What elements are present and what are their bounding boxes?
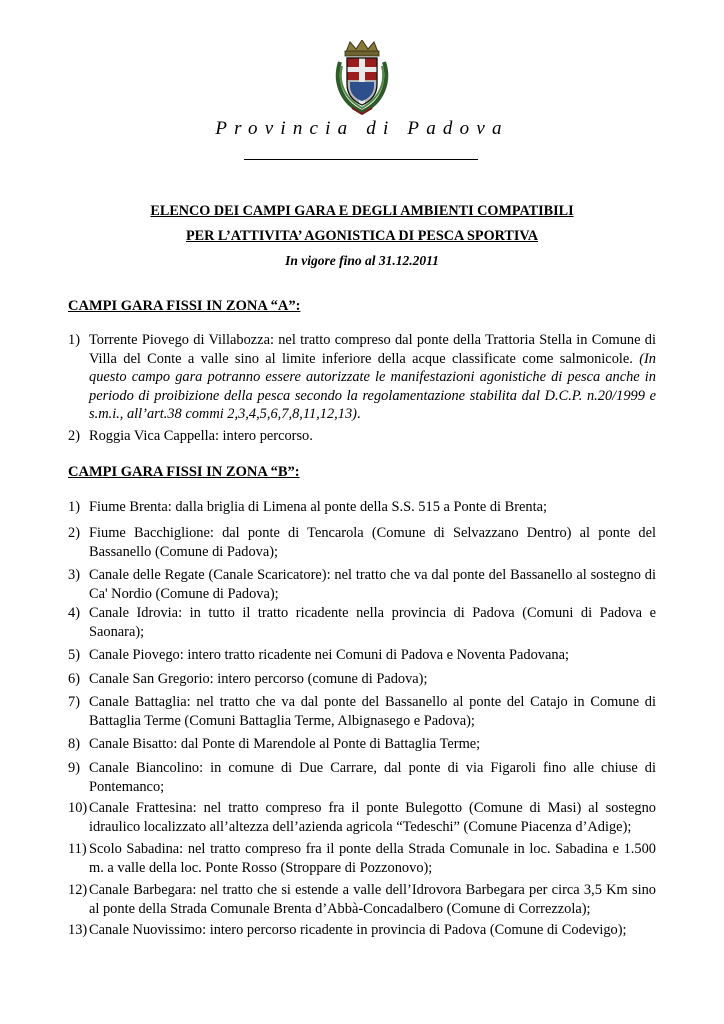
item-text: Fiume Bacchiglione: dal ponte di Tencarola (Comune di Selvazzano Dentro) al ponte del Bassanello (Comune di Padova); bbox=[89, 525, 656, 560]
item-number: 8) bbox=[68, 736, 80, 752]
item-description: Torrente Piovego di Villabozza: nel tratto compreso dal ponte della Trattoria Stella in Comune di Villa del Conte a valle sino al limite inferiore della acque classificate come salmonicole. bbox=[89, 332, 656, 367]
list-item bbox=[68, 840, 656, 877]
item-end: . bbox=[356, 406, 361, 422]
list-item bbox=[68, 735, 656, 754]
list-item bbox=[68, 881, 656, 918]
item-note: (In questo campo gara potranno essere autorizzate le manifestazioni agonistiche di pesca anche in periodo di proibizione della pesca secondo la regolamentazione stabilita dal D.C.P. n.20/1999 e s.m.i., all’art.38 commi 2,3,4,5,6,7,8,11,12,13) bbox=[89, 350, 656, 422]
zone-a-heading: CAMPI GARA FISSI IN ZONA “A”: bbox=[68, 298, 301, 314]
item-text: Canale Frattesina: nel tratto compreso fra il ponte Bulegotto (Comune di Masi) al sostegno idraulico localizzato all’altezza dell’azienda agricola “Tedeschi” (Comune Piacenza d’Adige); bbox=[89, 800, 656, 835]
list-item bbox=[68, 331, 656, 424]
item-number: 13) bbox=[68, 922, 88, 938]
item-number: 6) bbox=[68, 671, 80, 687]
validity-note: In vigore fino al 31.12.2011 bbox=[285, 253, 439, 268]
item-number: 10) bbox=[68, 800, 88, 816]
province-coat-of-arms bbox=[332, 40, 392, 116]
header-divider bbox=[244, 159, 478, 160]
item-number: 4) bbox=[68, 605, 80, 621]
item-text: Fiume Brenta: dalla briglia di Limena al ponte della S.S. 515 a Ponte di Brenta; bbox=[89, 499, 548, 515]
list-item bbox=[68, 799, 656, 836]
list-item bbox=[68, 921, 656, 940]
list-item bbox=[68, 524, 656, 561]
item-text: Canale delle Regate (Canale Scaricatore): nel tratto che va dal ponte del Bassanello al sostegno di Ca' Nordio (Comune di Padova); bbox=[89, 567, 656, 602]
item-number: 7) bbox=[68, 694, 80, 710]
item-number: 11) bbox=[68, 841, 87, 857]
list-item bbox=[68, 427, 656, 446]
list-item bbox=[68, 670, 656, 689]
item-number: 5) bbox=[68, 647, 80, 663]
item-number: 2) bbox=[68, 428, 80, 444]
item-text: Scolo Sabadina: nel tratto compreso fra il ponte della Strada Comunale in loc. Sabadina e 1.500 m. a valle della loc. Ponte Rosso (Stroppare di Pozzonovo); bbox=[89, 841, 656, 876]
list-item bbox=[68, 498, 656, 517]
item-text: Canale Barbegara: nel tratto che si estende a valle dell’Idrovora Barbegara per circa 3,5 Km sino al ponte della Strada Comunale Brenta d’Abbà-Concadalbero (Comune di Correzzola); bbox=[89, 882, 656, 917]
list-item bbox=[68, 759, 656, 796]
item-number: 2) bbox=[68, 525, 80, 541]
document-title-line-2: PER L’ATTIVITA’ AGONISTICA DI PESCA SPORTIVA bbox=[185, 228, 539, 244]
item-number: 1) bbox=[68, 499, 80, 515]
item-text: Canale Idrovia: in tutto il tratto ricadente nella provincia di Padova (Comuni di Padova e Saonara); bbox=[89, 605, 656, 640]
item-text: Roggia Vica Cappella: intero percorso. bbox=[89, 428, 313, 444]
list-item bbox=[68, 566, 656, 603]
organization-name: Provincia di Padova bbox=[215, 118, 509, 139]
item-number: 12) bbox=[68, 882, 88, 898]
list-item bbox=[68, 604, 656, 641]
item-text: Canale Biancolino: in comune di Due Carrare, dal ponte di via Figaroli fino alle chiuse di Pontemanco; bbox=[89, 760, 656, 795]
item-text bbox=[89, 331, 656, 424]
item-text: Canale Battaglia: nel tratto che va dal ponte del Bassanello al ponte del Catajo in Comune di Battaglia Terme (Comuni Battaglia Terme, Albignasego e Padova); bbox=[89, 694, 656, 729]
list-item bbox=[68, 693, 656, 730]
item-text: Canale Piovego: intero tratto ricadente nei Comuni di Padova e Noventa Padovana; bbox=[89, 647, 569, 663]
item-text: Canale San Gregorio: intero percorso (comune di Padova); bbox=[89, 671, 428, 687]
document-title-line-1: ELENCO DEI CAMPI GARA E DEGLI AMBIENTI COMPATIBILI bbox=[150, 203, 574, 219]
item-number: 3) bbox=[68, 567, 80, 583]
item-text: Canale Nuovissimo: intero percorso ricadente in provincia di Padova (Comune di Codevigo); bbox=[89, 922, 627, 938]
item-number: 1) bbox=[68, 332, 80, 348]
item-number: 9) bbox=[68, 760, 80, 776]
list-item bbox=[68, 646, 656, 665]
zone-b-heading: CAMPI GARA FISSI IN ZONA “B”: bbox=[68, 464, 300, 480]
item-text: Canale Bisatto: dal Ponte di Marendole al Ponte di Battaglia Terme; bbox=[89, 736, 481, 752]
